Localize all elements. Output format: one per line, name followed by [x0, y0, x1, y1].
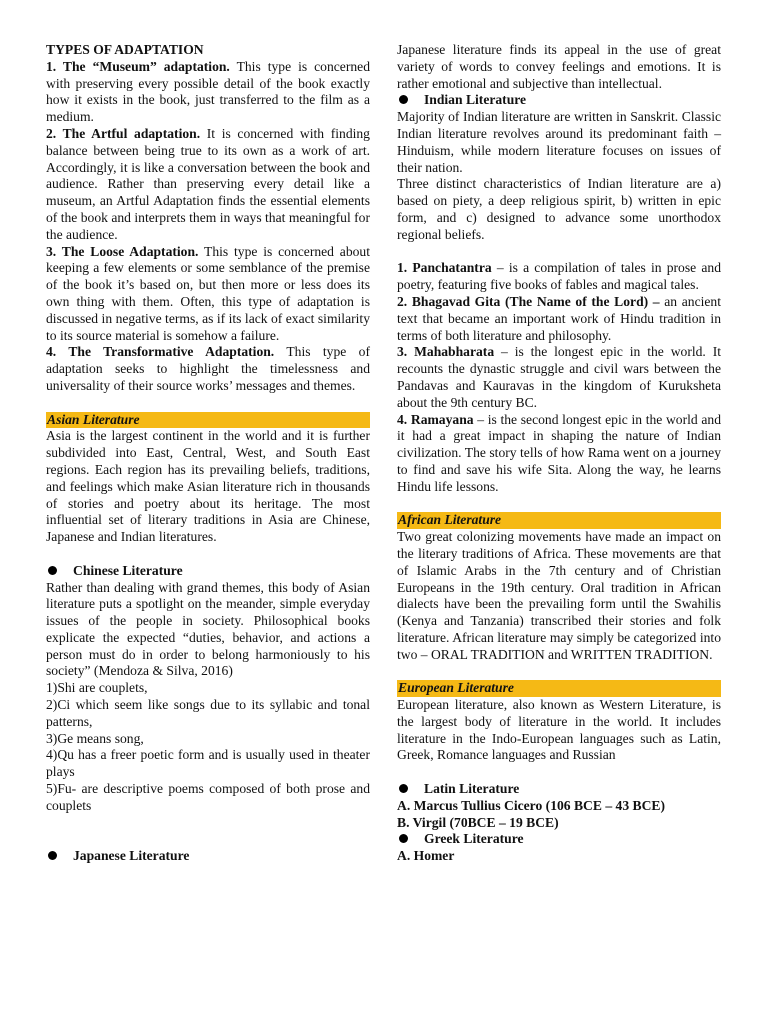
indian-literature-text: Majority of Indian literature are written in Sanskrit. Classic Indian literature revolves around its predominant faith – Hinduism, while modern literature focuses on issues of their nation.	[397, 109, 721, 175]
spacer	[46, 831, 370, 848]
bullet-icon	[48, 566, 57, 575]
african-literature-heading: African Literature	[397, 512, 721, 529]
chinese-literature-heading	[46, 563, 370, 580]
panchatantra-entry	[397, 260, 721, 294]
chinese-item: 2)Ci which seem like songs due to its syllabic and tonal patterns,	[46, 697, 370, 729]
european-literature-text: European literature, also known as Western Literature, is the largest body of literature in the world. It includes literature in the Indo-European languages such as Latin, Greek, Romance languages and Russian	[397, 697, 721, 763]
artful-label: 2. The Artful adaptation.	[46, 125, 201, 141]
bullet-icon	[48, 851, 57, 860]
museum-adaptation	[46, 59, 370, 126]
latin-item: B. Virgil (70BCE – 19 BCE)	[397, 814, 559, 830]
chinese-item: 3)Ge means song,	[46, 730, 144, 746]
mahabharata-text: – is the longest epic in the world. It recounts the dynastic struggle and civil wars between the Pandavas and Kauravas in the kingdom of Kuruksheta about the 9th century BC.	[397, 344, 721, 410]
artful-text: It is concerned with finding balance between being true to its own as a work of art. Accordingly, it is like a conversation between the book and audience. Rather than preserving every detail like a museum, an Artful Adaptation finds the essential elements of the book and interprets them in ways that meaningful for the audience.	[46, 125, 370, 242]
greek-heading-label: Greek Literature	[424, 831, 524, 847]
panchatantra-text: – is a compilation of tales in prose and poetry, featuring five books of fables and magical tales.	[397, 260, 721, 293]
latin-item: A. Marcus Tullius Cicero (106 BCE – 43 BCE)	[397, 797, 665, 813]
spacer	[46, 546, 370, 563]
panchatantra-label: 1. Panchatantra	[397, 260, 492, 276]
asian-literature-heading: Asian Literature	[46, 412, 370, 429]
spacer	[46, 815, 370, 832]
museum-text: This type is concerned with preserving every possible detail of the book exactly how it exists in the book, just transferred to the film as a medium.	[46, 58, 370, 125]
japanese-heading-label: Japanese Literature	[73, 848, 190, 864]
chinese-item: 1)Shi are couplets,	[46, 680, 148, 696]
chinese-item: 4)Qu has a freer poetic form and is usually used in theater plays	[46, 747, 370, 780]
chinese-item: 5)Fu- are descriptive poems composed of both prose and couplets	[46, 781, 370, 813]
mahabharata-entry	[397, 344, 721, 411]
latin-literature-heading	[397, 781, 721, 798]
spacer	[397, 496, 721, 513]
chinese-literature-text: Rather than dealing with grand themes, this body of Asian literature puts a spotlight on the meander, simple everyday issues of the people in society. Philosophical books explicate the expected “duties, behavior, and actions a person must do in order to belong harmoniously to his society” (Mendoza & Silva, 2016)	[46, 579, 370, 679]
transformative-adaptation	[46, 344, 370, 394]
asian-literature-text: Asia is the largest continent in the world and it is further subdivided into East, Central, West, and South East regions. Each region has its prevailing beliefs, traditions, and feelings which make Asian literature rich in thousands of stories and poetry about its heritage. The most influential set of literary traditions in Asia are Chinese, Japanese and Indian literatures.	[46, 428, 370, 545]
page-title: TYPES OF ADAPTATION	[46, 42, 204, 57]
artful-adaptation	[46, 126, 370, 244]
greek-item: A. Homer	[397, 848, 455, 864]
loose-adaptation	[46, 244, 370, 345]
gita-text: an ancient text that became an important work of Hindu tradition in terms of both literature and philosophy.	[397, 293, 721, 343]
museum-label: 1. The “Museum” adaptation.	[46, 58, 230, 74]
right-column	[397, 42, 721, 865]
left-column	[46, 42, 370, 865]
spacer	[397, 764, 721, 781]
japanese-literature-text: Japanese literature finds its appeal in the use of great variety of words to convey feelings and emotions. It is rather emotional and subjective than intellectual.	[397, 42, 721, 91]
spacer	[397, 663, 721, 680]
bullet-icon	[399, 95, 408, 104]
african-literature-text: Two great colonizing movements have made an impact on the literary traditions of Africa. These movements are that of Islamic Arabs in the 7th century and of Christian Europeans in the 19th century. Oral tradition in African dialects have been the prevailing form until the Swahilis (Kenya and Tanzania) transcribed their stories and folk literature. African literature may simply be categorized into two – ORAL TRADITION and WRITTEN TRADITION.	[397, 529, 721, 662]
loose-text: This type is concerned about keeping a few elements or some semblance of the premise of the book it’s based on, but then more or less does its own thing with them. Often, this type of adaptation is discussed in negative terms, as if its lack of exact similarity to its source material is somehow a failure.	[46, 243, 370, 343]
greek-literature-heading	[397, 831, 721, 848]
european-literature-heading: European Literature	[397, 680, 721, 697]
transformative-label: 4. The Transformative Adaptation.	[46, 344, 275, 360]
transformative-text: This type of adaptation seeks to highlight the timelessness and universality of their source works’ messages and themes.	[46, 344, 370, 393]
ramayana-text: – is the second longest epic in the world and it had a great impact in shaping the nature of Indian civilization. The story tells of how Rama went on a journey to find and save his wife Sita. Along the way, he learns Hindu life lessons.	[397, 411, 721, 494]
spacer	[397, 244, 721, 261]
spacer	[46, 395, 370, 412]
indian-literature-heading	[397, 92, 721, 109]
gita-label: 2. Bhagavad Gita (The Name of the Lord) –	[397, 293, 660, 309]
bullet-icon	[399, 834, 408, 843]
indian-characteristics: Three distinct characteristics of Indian literature are a) based on piety, a deep religious spirit, b) written in epic form, and c) designed to advance some unorthodox regional beliefs.	[397, 176, 721, 242]
gita-entry	[397, 294, 721, 344]
latin-heading-label: Latin Literature	[424, 781, 520, 797]
indian-heading-label: Indian Literature	[424, 92, 527, 108]
bullet-icon	[399, 784, 408, 793]
japanese-literature-heading	[46, 848, 370, 865]
chinese-heading-label: Chinese Literature	[73, 562, 183, 578]
ramayana-label: 4. Ramayana	[397, 411, 474, 427]
mahabharata-label: 3. Mahabharata	[397, 344, 495, 360]
loose-label: 3. The Loose Adaptation.	[46, 243, 199, 259]
ramayana-entry	[397, 412, 721, 496]
